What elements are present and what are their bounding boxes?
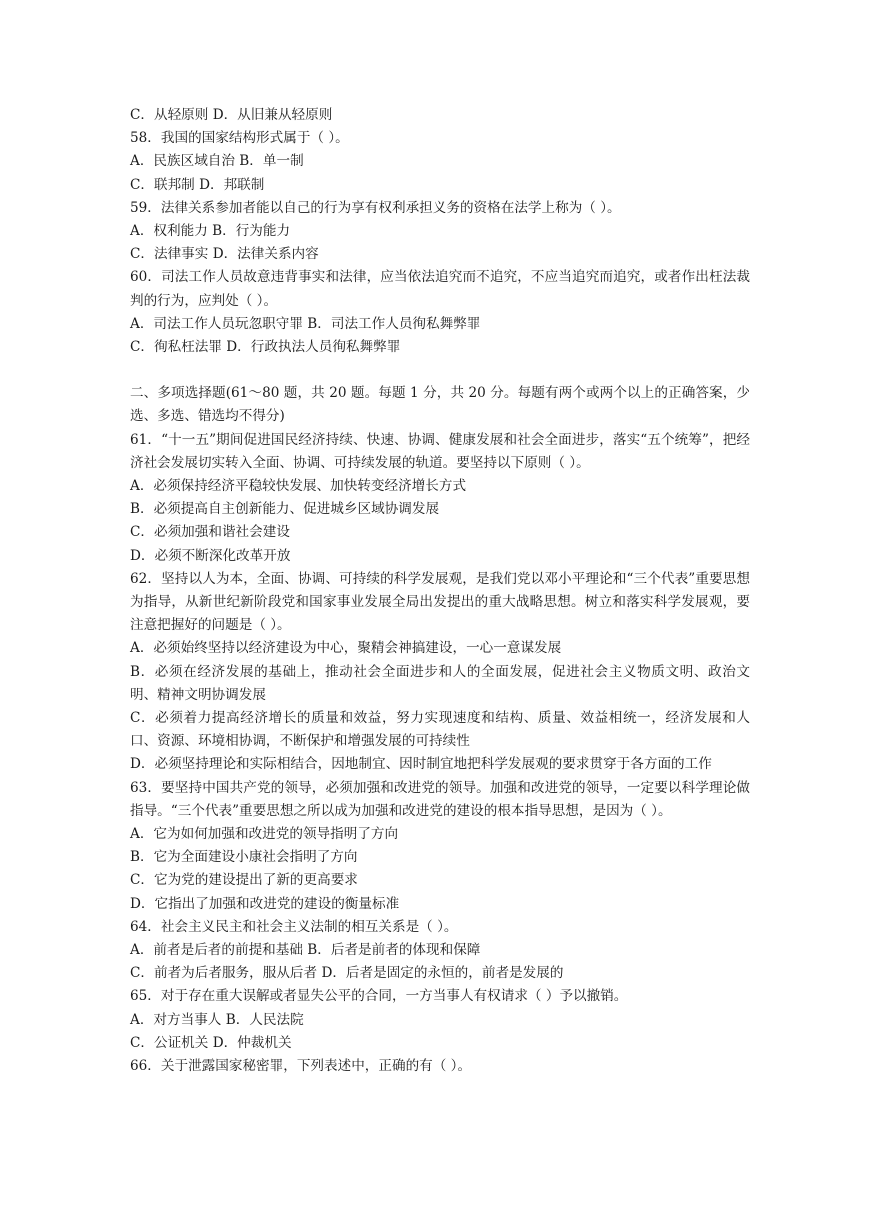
- option-line: D．它指出了加强和改进党的建设的衡量标准: [130, 895, 400, 912]
- option-line: C．徇私枉法罪 D．行政执法人员徇私舞弊罪: [130, 338, 401, 355]
- option-line: C．必须着力提高经济增长的质量和效益，努力实现速度和结构、质量、效益相统一，经济发展和人口、资源、环境相协调，不断保护和增强发展的可持续性: [130, 710, 750, 750]
- document-page: [130, 104, 750, 1078]
- option-line: C．公证机关 D．仲裁机关: [130, 1034, 292, 1051]
- option-line: A．它为如何加强和改进党的领导指明了方向: [130, 826, 399, 843]
- option-line: A．对方当事人 B．人民法院: [130, 1011, 304, 1028]
- option-line: D．必须坚持理论和实际相结合，因地制宜、因时制宜地把科学发展观的要求贯穿于各方面的工作: [130, 756, 712, 773]
- question-63: 63．要坚持中国共产党的领导，必须加强和改进党的领导。加强和改进党的领导，一定要以科学理论做指导。“三个代表”重要思想之所以成为加强和改进党的建设的根本指导思想，是因为（ ）。: [130, 779, 750, 819]
- question-62: 62．坚持以人为本，全面、协调、可持续的科学发展观，是我们党以邓小平理论和“三个代表”重要思想为指导，从新世纪新阶段党和国家事业发展全局出发提出的重大战略思想。树立和落实科学发展观，要注意把握好的问题是（ ）。: [130, 570, 750, 634]
- option-line: B．必须在经济发展的基础上，推动社会全面进步和人的全面发展，促进社会主义物质文明、政治文明、精神文明协调发展: [130, 663, 750, 703]
- question-60: 60．司法工作人员故意违背事实和法律，应当依法追究而不追究，不应当追究而追究，或者作出枉法裁判的行为，应判处（ ）。: [130, 269, 750, 309]
- question-59: 59．法律关系参加者能以自己的行为享有权利承担义务的资格在法学上称为（ ）。: [130, 199, 621, 216]
- option-line: C．法律事实 D．法律关系内容: [130, 246, 319, 263]
- section-heading: 二、多项选择题(61～80 题，共 20 题。每题 1 分，共 20 分。每题有两个或两个以上的正确答案，少选、多选、错选均不得分): [130, 385, 750, 425]
- option-line: C．联邦制 D．邦联制: [130, 176, 265, 193]
- question-66: 66．关于泄露国家秘密罪，下列表述中，正确的有（ ）。: [130, 1057, 472, 1074]
- question-65: 65．对于存在重大误解或者显失公平的合同，一方当事人有权请求（ ）予以撤销。: [130, 988, 628, 1005]
- option-line: A．民族区域自治 B．单一制: [130, 153, 304, 170]
- option-line: A．权利能力 B．行为能力: [130, 222, 291, 239]
- question-61: 61．“十一五”期间促进国民经济持续、快速、协调、健康发展和社会全面进步，落实“五个统筹”，把经济社会发展切实转入全面、协调、可持续发展的轨道。要坚持以下原则（ ）。: [130, 431, 750, 471]
- option-line: D．必须不断深化改革开放: [130, 547, 291, 564]
- option-line: C．必须加强和谐社会建设: [130, 524, 290, 541]
- option-line: A．前者是后者的前提和基础 B．后者是前者的体现和保障: [130, 942, 481, 958]
- option-line: B．必须提高自主创新能力、促进城乡区域协调发展: [130, 501, 440, 518]
- option-line: B．它为全面建设小康社会指明了方向: [130, 849, 358, 866]
- option-line: C．从轻原则 D．从旧兼从轻原则: [130, 107, 333, 123]
- question-64: 64．社会主义民主和社会主义法制的相互关系是（ ）。: [130, 918, 458, 935]
- option-line: A．司法工作人员玩忽职守罪 B．司法工作人员徇私舞弊罪: [130, 315, 481, 332]
- option-line: A．必须保持经济平稳较快发展、加快转变经济增长方式: [130, 478, 467, 495]
- blank-line: [130, 359, 750, 382]
- option-line: C．前者为后者服务，服从后者 D．后者是固定的永恒的，前者是发展的: [130, 965, 564, 982]
- option-line: A．必须始终坚持以经济建设为中心，聚精会神搞建设，一心一意谋发展: [130, 640, 562, 657]
- question-58: 58．我国的国家结构形式属于（ ）。: [130, 130, 349, 147]
- option-line: C．它为党的建设提出了新的更高要求: [130, 872, 358, 889]
